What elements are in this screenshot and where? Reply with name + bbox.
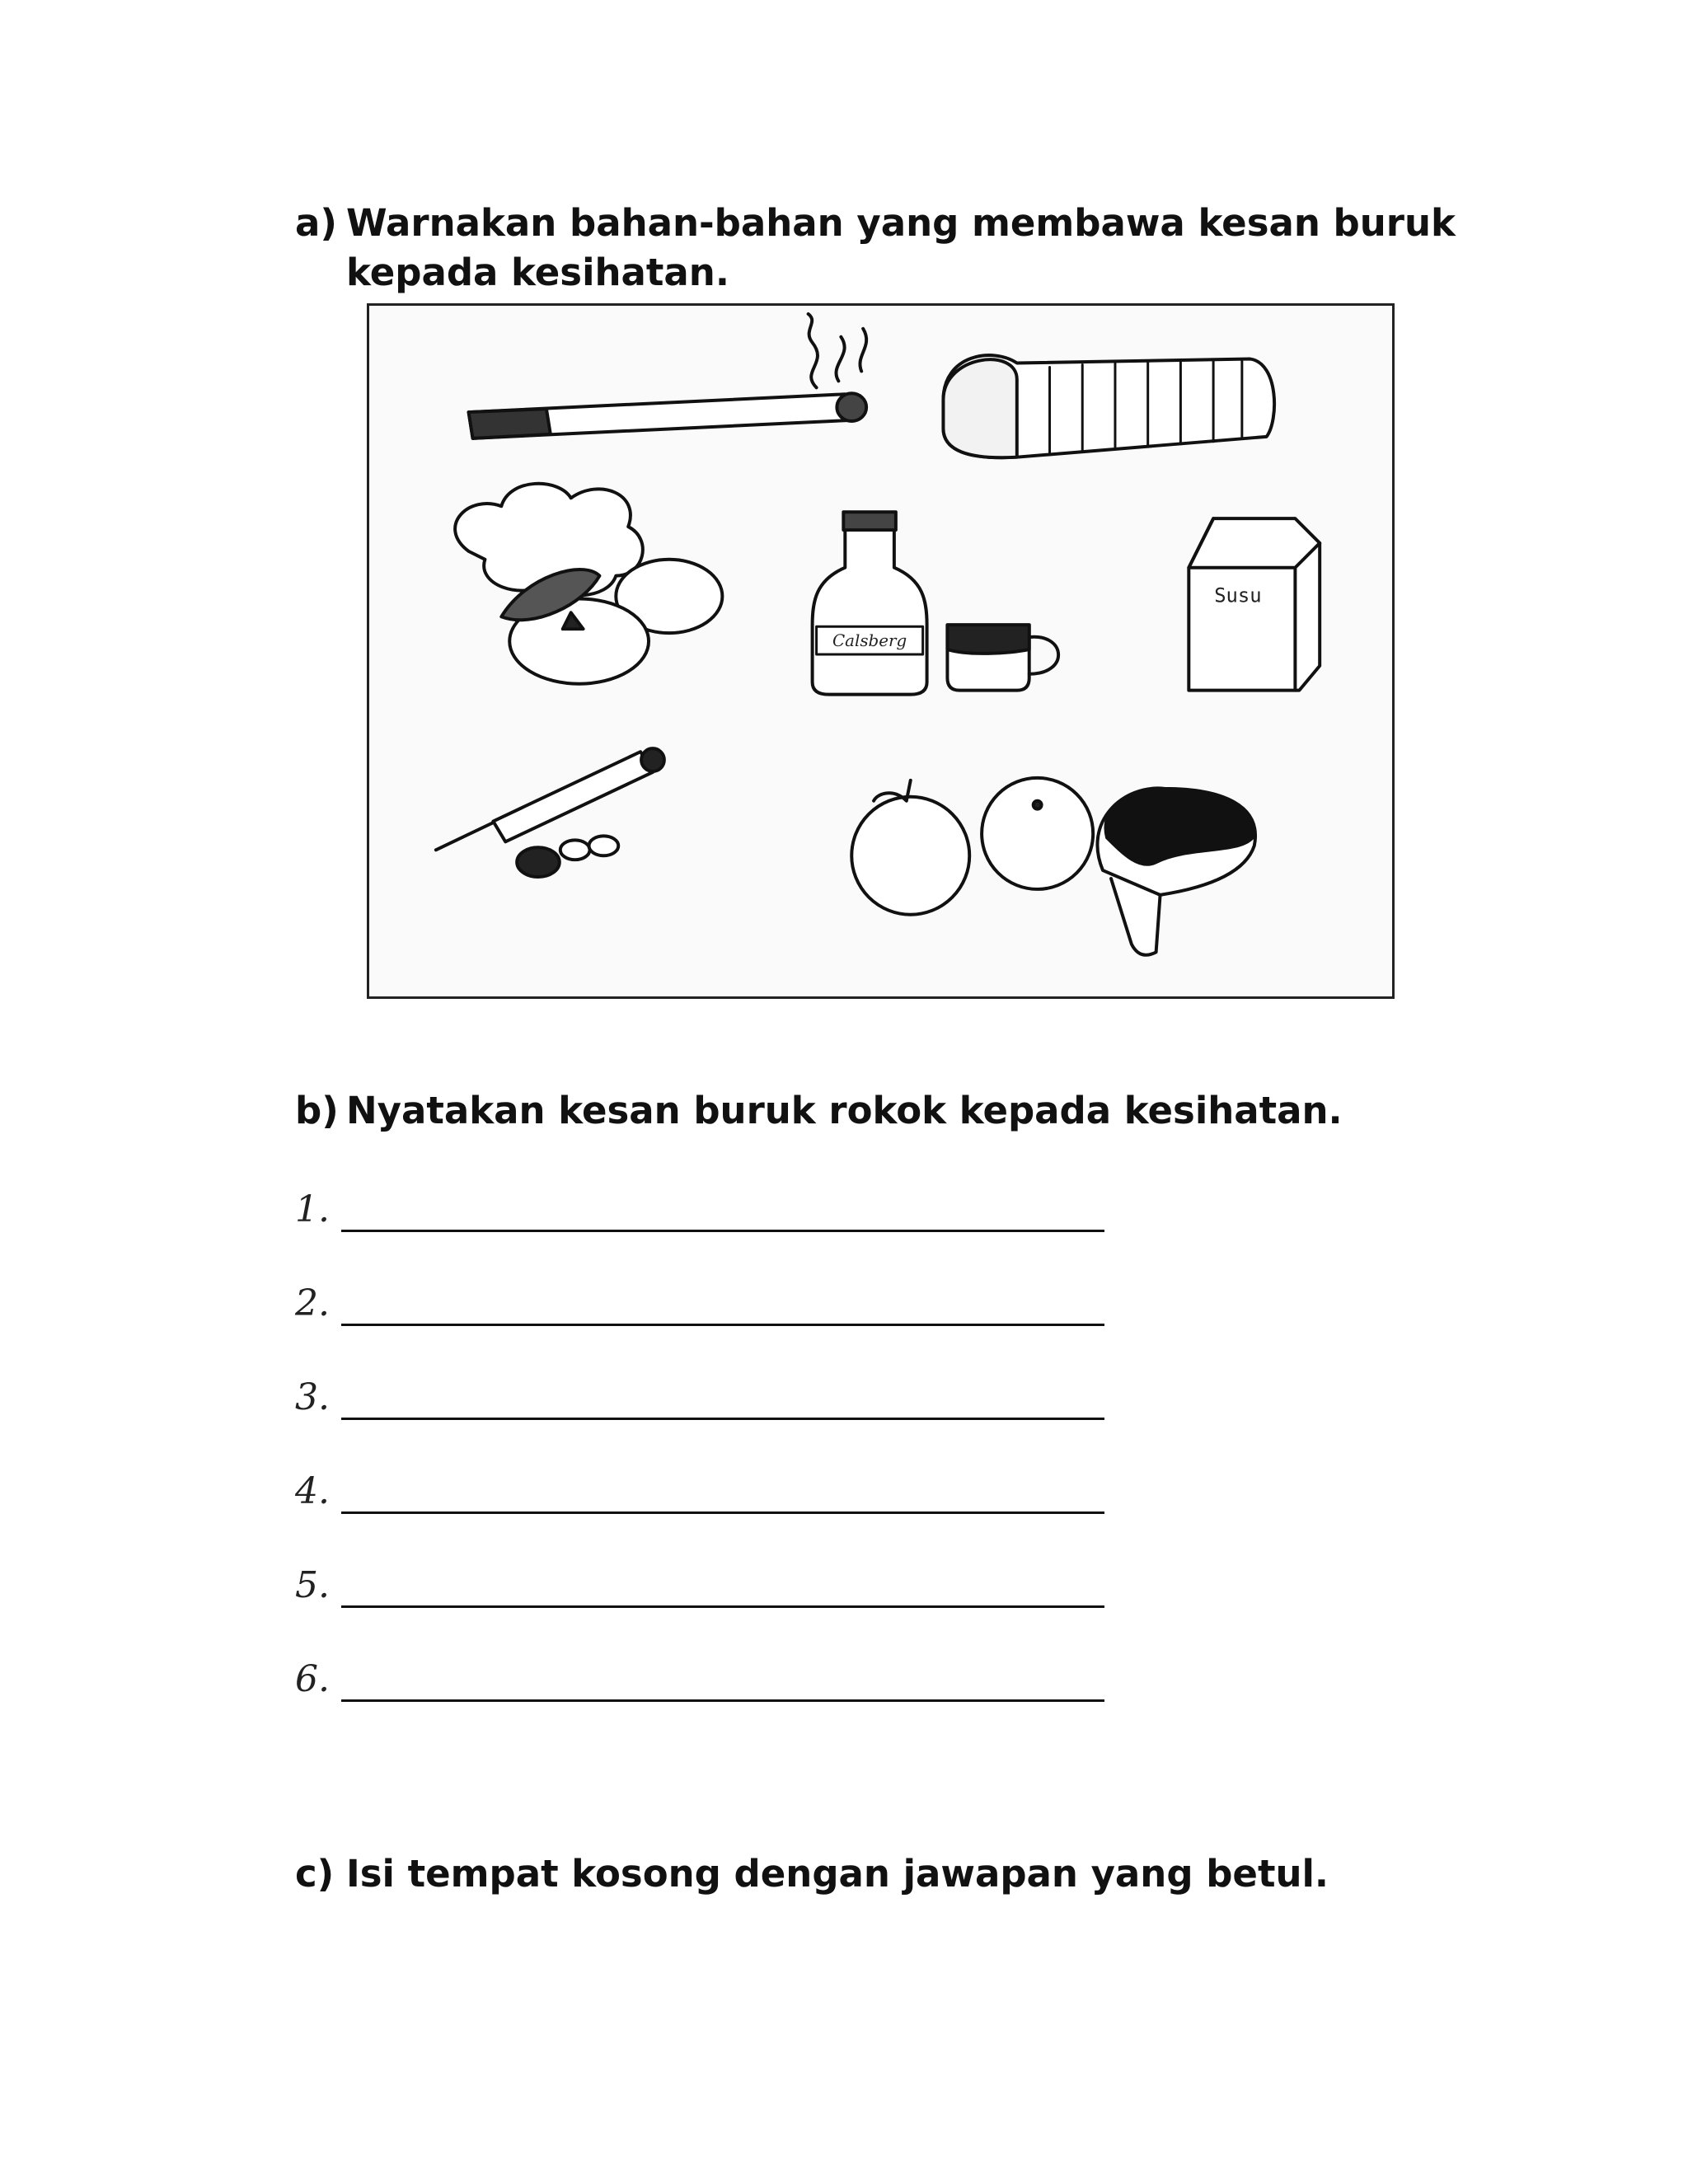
bread-icon — [943, 355, 1274, 457]
question-a-label: a) — [295, 201, 337, 245]
question-c-label: c) — [295, 1852, 335, 1896]
answer-line-6[interactable] — [295, 1657, 1119, 1706]
answer-line-4[interactable] — [295, 1469, 1119, 1518]
question-c — [295, 1849, 1449, 1900]
illustration-box — [367, 303, 1395, 999]
answer-number: 4. — [295, 1470, 330, 1512]
answer-line-1[interactable] — [295, 1187, 1119, 1236]
answer-blank[interactable] — [341, 1699, 1104, 1702]
question-a-line1: Warnakan bahan-bahan yang membawa kesan buruk — [346, 201, 1456, 245]
question-b-text: Nyatakan kesan buruk rokok kepada kesihatan. — [346, 1089, 1343, 1132]
vegetables-icon — [455, 484, 722, 684]
question-a — [295, 199, 1456, 301]
ice-cream-icon — [1097, 788, 1255, 954]
syringe-pills-icon — [436, 748, 664, 877]
mug-icon — [947, 625, 1058, 690]
question-b-label: b) — [295, 1089, 339, 1132]
answer-blank[interactable] — [341, 1418, 1104, 1420]
answer-number: 2. — [295, 1282, 330, 1324]
question-c-text: Isi tempat kosong dengan jawapan yang betul. — [346, 1852, 1329, 1896]
cigarette-icon — [469, 314, 867, 438]
question-b — [295, 1086, 1449, 1137]
answer-number: 3. — [295, 1376, 330, 1418]
answer-line-5[interactable] — [295, 1563, 1119, 1612]
answer-blank[interactable] — [341, 1605, 1104, 1608]
milk-carton-icon — [1189, 518, 1320, 691]
answer-number: 5. — [295, 1564, 330, 1606]
answer-blank[interactable] — [341, 1230, 1104, 1232]
bottle-label: Calsberg — [832, 631, 907, 651]
answer-line-3[interactable] — [295, 1375, 1119, 1424]
illustration — [369, 306, 1392, 996]
answer-line-2[interactable] — [295, 1281, 1119, 1330]
fruits-icon — [851, 778, 1093, 915]
question-a-line2: kepada kesihatan. — [346, 251, 729, 294]
answer-blank[interactable] — [341, 1324, 1104, 1326]
answer-number: 1. — [295, 1188, 330, 1230]
answer-number: 6. — [295, 1658, 330, 1700]
answer-blank[interactable] — [341, 1511, 1104, 1514]
bottle-icon — [813, 512, 927, 694]
carton-label: Susu — [1214, 583, 1262, 607]
